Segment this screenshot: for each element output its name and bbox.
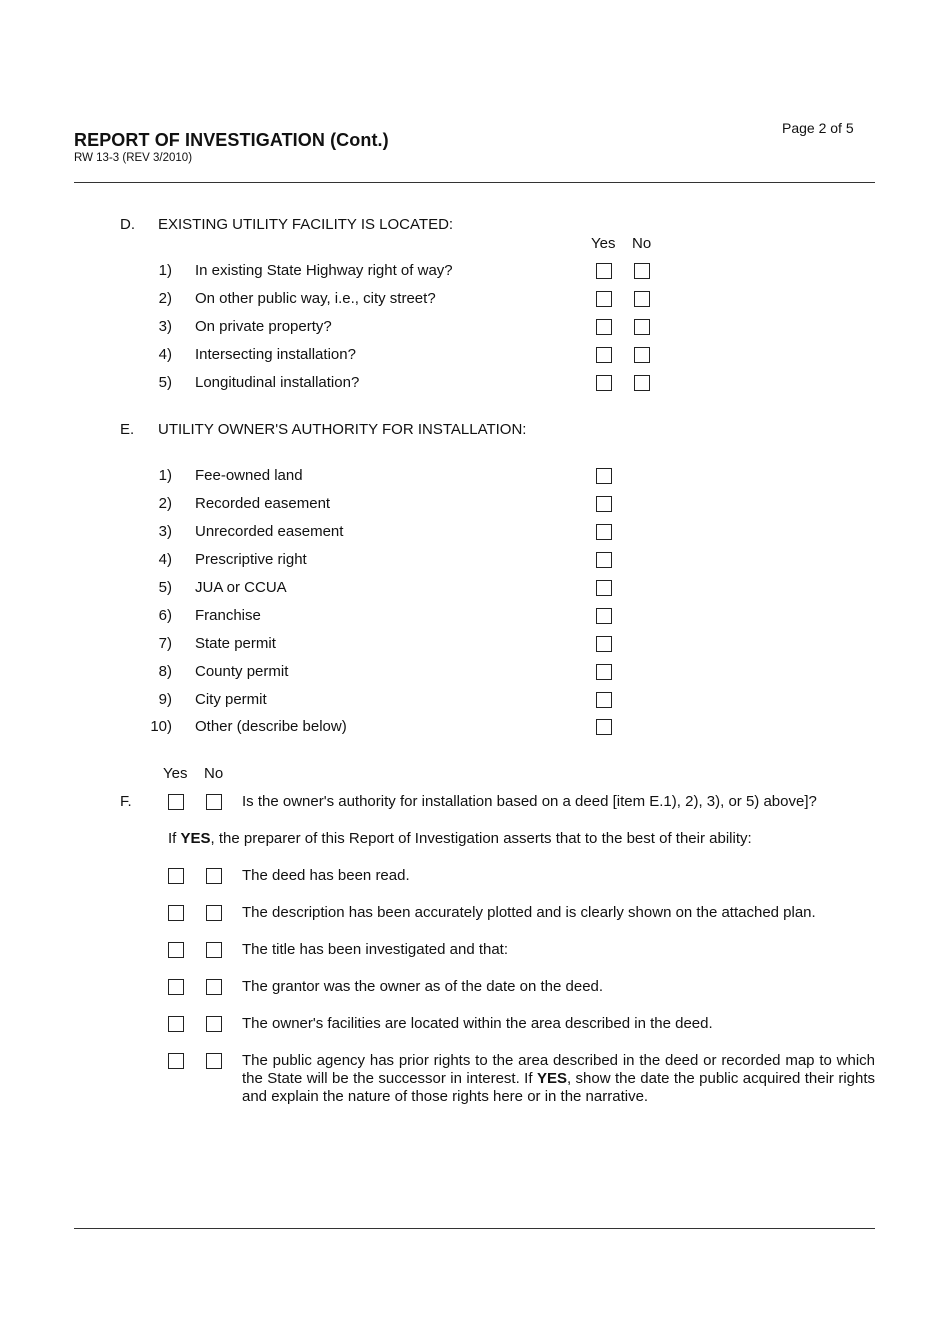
assertion-text: The description has been accurately plotted and is clearly shown on the attached plan. xyxy=(242,904,816,921)
assertion-3-no-checkbox[interactable] xyxy=(206,942,222,958)
section-d-letter: D. xyxy=(120,216,135,233)
section-e-item-10-checkbox[interactable] xyxy=(596,719,612,735)
section-e-item-number: 6) xyxy=(158,607,172,624)
section-e-item-7-checkbox[interactable] xyxy=(596,636,612,652)
form-number: RW 13-3 (REV 3/2010) xyxy=(74,152,193,164)
assertion-6-bold: YES xyxy=(536,1070,567,1087)
section-e-item-number: 7) xyxy=(158,635,172,652)
section-e-item-label: JUA or CCUA xyxy=(195,579,287,596)
section-f-question-no-checkbox[interactable] xyxy=(206,794,222,810)
section-d-item-label: On private property? xyxy=(195,318,332,335)
section-d-item-2-yes-checkbox[interactable] xyxy=(596,291,612,307)
section-e-item-number: 5) xyxy=(158,579,172,596)
section-d-item-3-yes-checkbox[interactable] xyxy=(596,319,612,335)
section-d-item-label: Longitudinal installation? xyxy=(195,374,360,391)
section-e-item-number: 4) xyxy=(158,551,172,568)
section-e-heading: UTILITY OWNER'S AUTHORITY FOR INSTALLATION: xyxy=(158,421,527,438)
section-d-no-header: No xyxy=(632,235,652,252)
assertion-6-part2: , show the date the public acquired their rights and explain the nature of those rights here or in the narrative. xyxy=(242,1070,876,1105)
section-e-item-label: State permit xyxy=(195,635,276,652)
section-e-item-label: Unrecorded easement xyxy=(195,523,344,540)
if-yes-rest: , the preparer of this Report of Investigation asserts that to the best of their ability: xyxy=(210,830,752,847)
section-e-item-9-checkbox[interactable] xyxy=(596,692,612,708)
section-f-question-yes-checkbox[interactable] xyxy=(168,794,184,810)
section-e-letter: E. xyxy=(120,421,135,438)
assertion-2-no-checkbox[interactable] xyxy=(206,905,222,921)
section-d-item-4-yes-checkbox[interactable] xyxy=(596,347,612,363)
section-d-item-label: Intersecting installation? xyxy=(195,346,356,363)
assertion-5-no-checkbox[interactable] xyxy=(206,1016,222,1032)
assertion-text: The deed has been read. xyxy=(242,867,410,884)
section-d-item-number: 1) xyxy=(158,262,172,279)
section-f-yes-header: Yes xyxy=(163,765,188,782)
section-d-item-number: 2) xyxy=(158,290,172,307)
section-e-item-label: Fee-owned land xyxy=(195,467,303,484)
section-d-item-number: 4) xyxy=(158,346,172,363)
section-f-no-header: No xyxy=(204,765,224,782)
if-yes-bold: YES xyxy=(180,830,211,847)
if-yes-prefix: If xyxy=(168,830,181,847)
assertion-1-yes-checkbox[interactable] xyxy=(168,868,184,884)
section-d-item-1-yes-checkbox[interactable] xyxy=(596,263,612,279)
section-f-if-yes-statement xyxy=(168,830,752,848)
section-e-item-label: Franchise xyxy=(195,607,261,624)
section-e-item-number: 2) xyxy=(158,495,172,512)
page-number: Page 2 of 5 xyxy=(782,120,854,136)
section-e-item-5-checkbox[interactable] xyxy=(596,580,612,596)
section-e-item-label: Prescriptive right xyxy=(195,551,307,568)
section-f-question: Is the owner's authority for installation based on a deed [item E.1), 2), 3), or 5) above]? xyxy=(242,793,817,810)
assertion-4-yes-checkbox[interactable] xyxy=(168,979,184,995)
section-d-item-5-yes-checkbox[interactable] xyxy=(596,375,612,391)
section-d-item-number: 3) xyxy=(158,318,172,335)
section-e-item-label: Recorded easement xyxy=(195,495,331,512)
section-e-item-4-checkbox[interactable] xyxy=(596,552,612,568)
section-e-item-label: Other (describe below) xyxy=(195,718,347,735)
assertion-public-agency-text xyxy=(242,1052,875,1106)
section-f-letter: F. xyxy=(120,793,132,810)
section-e-item-2-checkbox[interactable] xyxy=(596,496,612,512)
page-title: REPORT OF INVESTIGATION (Cont.) xyxy=(74,130,389,150)
section-e-item-6-checkbox[interactable] xyxy=(596,608,612,624)
assertion-1-no-checkbox[interactable] xyxy=(206,868,222,884)
assertion-2-yes-checkbox[interactable] xyxy=(168,905,184,921)
section-d-item-2-no-checkbox[interactable] xyxy=(634,291,650,307)
section-e-item-label: County permit xyxy=(195,663,289,680)
section-d-item-5-no-checkbox[interactable] xyxy=(634,375,650,391)
section-d-item-label: In existing State Highway right of way? xyxy=(195,262,453,279)
section-e-item-number: 3) xyxy=(158,523,172,540)
section-e-item-number: 10) xyxy=(150,718,172,735)
section-e-item-number: 9) xyxy=(158,691,172,708)
section-d-item-number: 5) xyxy=(158,374,172,391)
section-d-heading: EXISTING UTILITY FACILITY IS LOCATED: xyxy=(158,216,454,233)
assertion-6-part1: The public agency has prior rights to the area described in the deed or recorded map to which the State will be the successor in interest. If xyxy=(242,1052,875,1087)
assertion-6-yes-checkbox[interactable] xyxy=(168,1053,184,1069)
section-e-item-label: City permit xyxy=(195,691,267,708)
section-d-item-3-no-checkbox[interactable] xyxy=(634,319,650,335)
section-d-yes-header: Yes xyxy=(591,235,616,252)
assertion-text: The owner's facilities are located within the area described in the deed. xyxy=(242,1015,713,1032)
section-d-item-1-no-checkbox[interactable] xyxy=(634,263,650,279)
footer-divider xyxy=(74,1228,875,1229)
section-d-item-label: On other public way, i.e., city street? xyxy=(195,290,436,307)
section-e-item-number: 1) xyxy=(158,467,172,484)
assertion-text: The title has been investigated and that: xyxy=(242,941,509,958)
section-e-item-number: 8) xyxy=(158,663,172,680)
assertion-3-yes-checkbox[interactable] xyxy=(168,942,184,958)
header-divider xyxy=(74,182,875,183)
assertion-text: The grantor was the owner as of the date on the deed. xyxy=(242,978,604,995)
assertion-5-yes-checkbox[interactable] xyxy=(168,1016,184,1032)
section-e-item-3-checkbox[interactable] xyxy=(596,524,612,540)
assertion-6-no-checkbox[interactable] xyxy=(206,1053,222,1069)
section-e-item-8-checkbox[interactable] xyxy=(596,664,612,680)
section-d-item-4-no-checkbox[interactable] xyxy=(634,347,650,363)
assertion-4-no-checkbox[interactable] xyxy=(206,979,222,995)
section-e-item-1-checkbox[interactable] xyxy=(596,468,612,484)
